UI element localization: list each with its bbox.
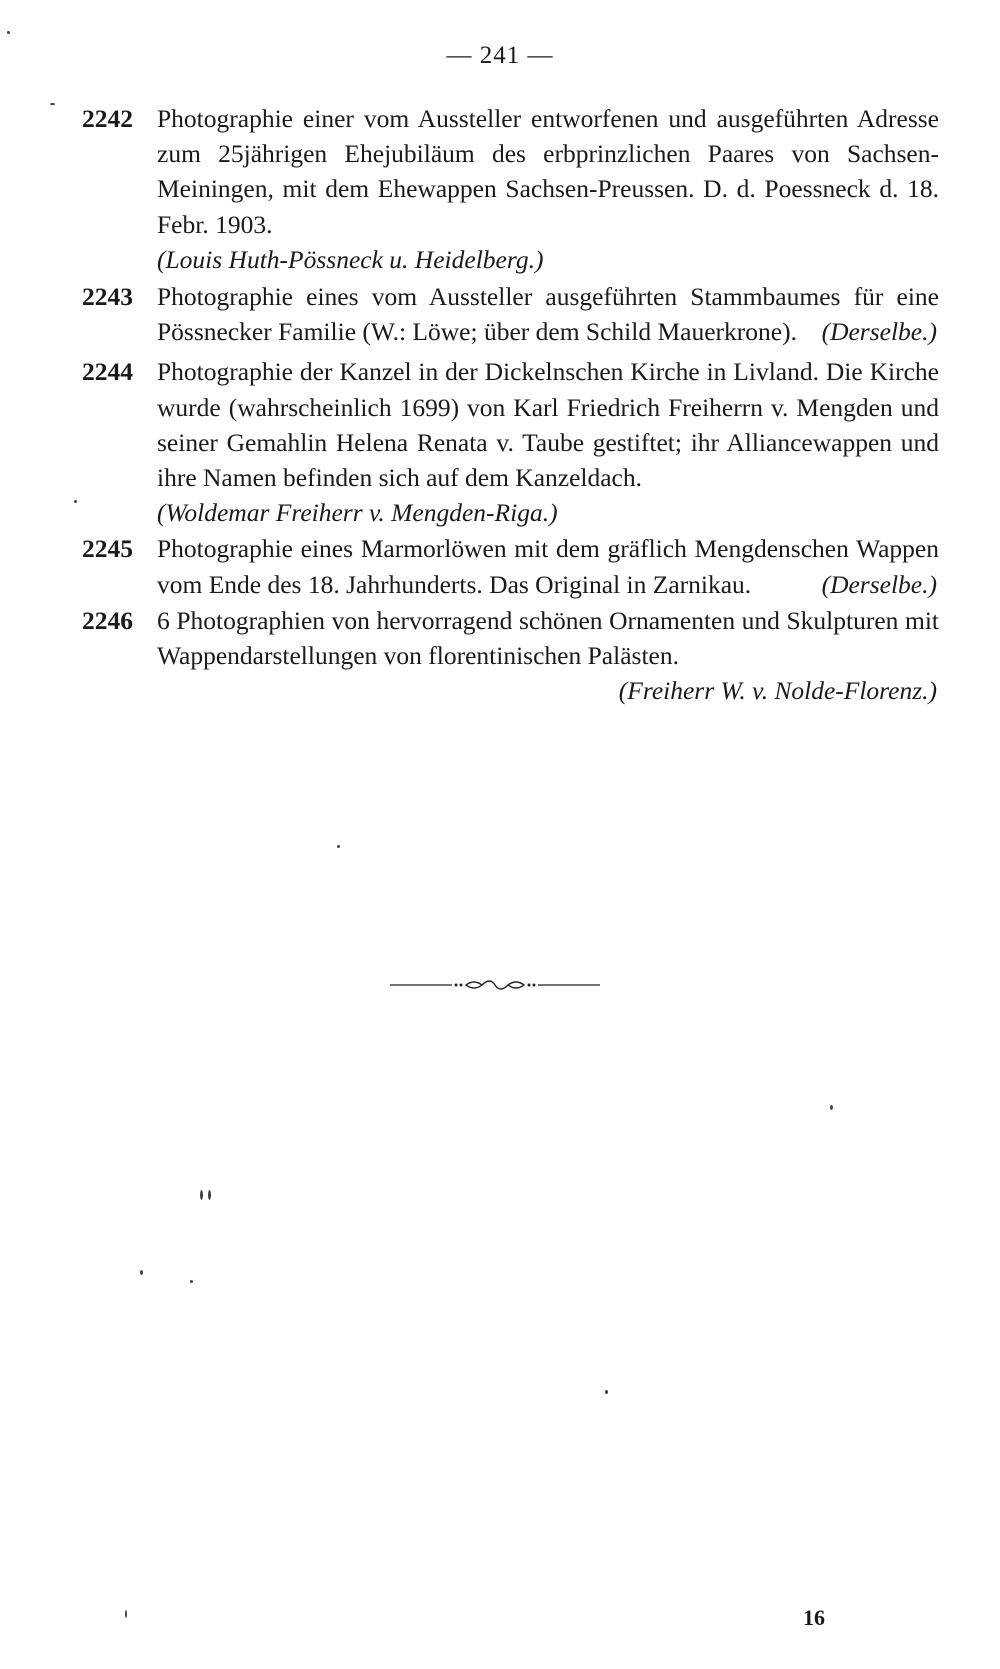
scan-speck <box>605 1390 608 1394</box>
scroll-divider-ornament-icon <box>390 978 600 992</box>
entry-text <box>157 606 939 670</box>
entry-text-body: Photographie eines Marmorlöwen mit dem gräflich Mengdenschen Wappen vom Ende des 18. Jahrhunderts. Das Original in Zarnikau. <box>157 534 939 599</box>
entry-source: (Freiherr W. v. Nolde-Florenz.) <box>618 676 937 706</box>
entry-source: (Louis Huth-Pössneck u. Heidelberg.) <box>157 244 544 274</box>
catalog-entry-2242 <box>82 101 939 277</box>
entry-source: (Derselbe.) <box>821 569 937 599</box>
page-number: — 241 — <box>446 42 554 69</box>
catalog-entries <box>82 101 939 708</box>
scan-speck <box>337 845 340 848</box>
scan-speck <box>140 1270 143 1275</box>
entry-source: (Woldemar Freiherr v. Mengden-Riga.) <box>157 498 558 528</box>
signature-mark: 16 <box>803 1605 825 1630</box>
catalog-entry-2244 <box>82 354 939 530</box>
entry-number: 2245 <box>82 534 133 564</box>
scan-speck <box>190 1280 193 1283</box>
scan-speck <box>125 1610 127 1618</box>
entry-text-body: Photographie eines vom Aussteller ausgeführten Stammbaumes für eine Pössnecker Familie (W.: Löwe; über dem Schild Mauerkrone). <box>157 282 939 347</box>
scan-speck <box>830 1105 833 1110</box>
catalog-entry-2245 <box>82 531 939 601</box>
scan-speck <box>208 1190 211 1200</box>
catalog-entry-2243 <box>82 279 939 349</box>
scan-speck <box>50 103 55 105</box>
catalog-entry-2246 <box>82 603 939 709</box>
entry-number: 2246 <box>82 605 133 635</box>
entry-source: (Derselbe.) <box>821 317 937 347</box>
entry-text: Photographie der Kanzel in der Dickelnschen Kirche in Livland. Die Kirche wurde (wahrscheinlich 1699) von Karl Friedrich Freiherrn v. Mengden und seiner Gemahlin Helena Renata v. Taube gestiftet; ihr Alliancewappen und ihre Namen befinden sich auf dem Kanzeldach. <box>157 357 939 493</box>
scan-speck <box>7 31 10 34</box>
entry-number: 2242 <box>82 104 133 133</box>
entry-number: 2244 <box>82 357 133 387</box>
entry-number: 2243 <box>82 282 133 312</box>
entry-text: Photographie einer vom Aussteller entworfenen und ausgeführten Adresse zum 25jährigen Ehejubiläum des erbprinzlichen Paares von Sachsen-Meiningen, mit dem Ehewappen Sachsen-Preussen. D. d. Poessneck d. 18. Febr. 1903. <box>157 104 939 239</box>
entry-text-body: 6 Photographien von hervorragend schönen Ornamenten und Skulpturen mit Wappendarstellungen von florentinischen Palästen. <box>157 605 939 671</box>
scan-speck <box>74 500 77 503</box>
scan-speck <box>200 1190 203 1200</box>
